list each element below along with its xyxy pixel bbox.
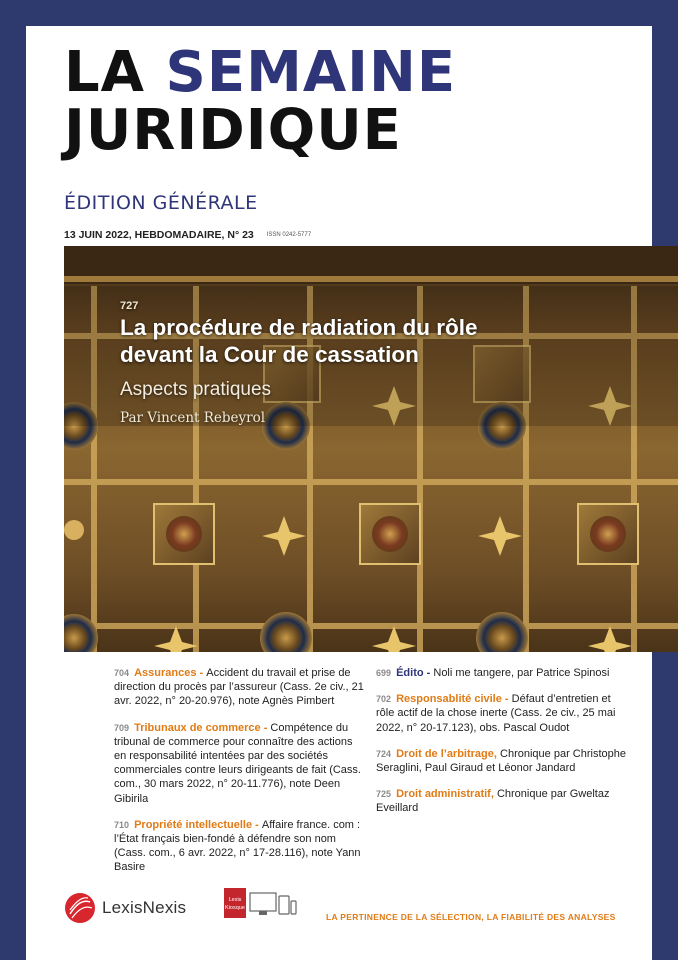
toc-number: 709 — [114, 722, 130, 733]
cover-article — [120, 300, 660, 426]
toc-right-column — [376, 666, 628, 828]
toc-rubric: Assurances — [134, 667, 197, 679]
kiosque-line1: Lexis — [228, 897, 242, 903]
journal-title-line2: JURIDIQUE — [64, 98, 402, 163]
toc-rubric: Tribunaux de commerce — [134, 721, 261, 734]
journal-title-line1 — [64, 40, 457, 105]
toc-number: 699 — [376, 668, 392, 678]
article-title-line2: devant la Cour de cassation — [120, 342, 419, 367]
toc-number: 724 — [376, 748, 392, 759]
issue-dateline — [64, 229, 311, 241]
toc-separator: - — [252, 818, 262, 831]
toc-entry-724[interactable] — [376, 747, 628, 775]
toc-separator: - — [423, 667, 434, 679]
toc-entry-710[interactable] — [114, 818, 366, 875]
cover-page — [26, 26, 652, 960]
toc-number: 702 — [376, 694, 392, 705]
article-title[interactable] — [120, 314, 660, 368]
lexis-kiosque-badge[interactable] — [224, 888, 297, 918]
toc-rubric: Droit de l’arbitrage, — [396, 747, 497, 760]
article-subtitle: Aspects pratiques — [120, 379, 272, 400]
toc-entry-699[interactable] — [376, 666, 628, 680]
article-title-line1: La procédure de radiation du rôle — [120, 315, 478, 340]
toc-rubric: Propriété intellectuelle — [134, 818, 253, 831]
toc-text: Affaire france. com : l’État français bien-fondé à défendre son nom (Cass. com., 6 avr. 2022, n° 17-28.116), note Yann Basire — [114, 818, 361, 874]
toc-rubric: Édito — [396, 667, 424, 679]
toc-number: 710 — [114, 819, 130, 830]
edition-label: ÉDITION GÉNÉRALE — [64, 192, 258, 214]
toc-separator: - — [501, 693, 512, 706]
title-la: LA — [64, 40, 166, 105]
masthead — [64, 40, 457, 163]
publisher-name: LexisNexis — [102, 898, 187, 917]
toc-number: 704 — [114, 668, 130, 678]
toc-separator: - — [260, 721, 271, 734]
issn: ISSN 0242-5777 — [266, 232, 312, 239]
toc-text: Défaut d’entretien et rôle actif de la chose inerte (Cass. 2e civ., 25 mai 2022, n° 20-17.123), obs. Pascal Oudot — [376, 693, 616, 734]
round-rosettes — [64, 402, 528, 652]
frame-top — [0, 0, 678, 26]
toc-entry-702[interactable] — [376, 692, 628, 735]
cornice-molding — [64, 276, 678, 282]
kiosque-line2: Kiosque — [225, 905, 245, 911]
toc-separator: - — [196, 667, 207, 679]
toc-entry-725[interactable] — [376, 787, 628, 815]
lexisnexis-emblem-icon — [64, 892, 96, 924]
tagline: LA PERTINENCE DE LA SÉLECTION, LA FIABILITÉ DES ANALYSES — [326, 912, 616, 922]
toc-rubric: Droit administratif, — [396, 788, 494, 801]
toc-text: Chronique par Christophe Seraglini, Paul Giraud et Léonor Jandard — [376, 747, 626, 775]
toc-number: 725 — [376, 789, 392, 800]
frame-left — [0, 0, 26, 960]
toc-rubric: Responsablité civile — [396, 693, 502, 706]
article-author: Par Vincent Rebeyrol — [120, 410, 266, 426]
toc-entry-709[interactable] — [114, 721, 366, 806]
devices-icon — [249, 892, 297, 918]
kiosque-icon — [224, 888, 246, 918]
toc-entry-704[interactable] — [114, 666, 366, 709]
toc-left-column — [114, 666, 366, 887]
toc-text: Accident du travail et prise de direction du procès par l’assureur (Cass. 2e civ., 21 avr. 2022, n° 20-20.976), note Agnès Pimbert — [114, 667, 364, 708]
article-number: 727 — [120, 300, 139, 312]
toc-text: Chronique par Gweltaz Eveillard — [376, 788, 610, 815]
toc-text: Compétence du tribunal de commerce pour connaître des actions en responsabilité intentées par des sociétés commerciales contre leurs dirigeants de fait (Cass. com., 30 mars 2022, n° 20-11.776), note Deen Gibirila — [114, 721, 361, 805]
title-semaine: SEMAINE — [165, 40, 457, 105]
publisher-logo[interactable] — [64, 892, 186, 924]
cover-image-ceiling — [64, 246, 678, 652]
toc-text: Noli me tangere, par Patrice Spinosi — [433, 667, 610, 679]
issue-date: 13 JUIN 2022, HEBDOMADAIRE, N° 23 — [64, 229, 254, 241]
